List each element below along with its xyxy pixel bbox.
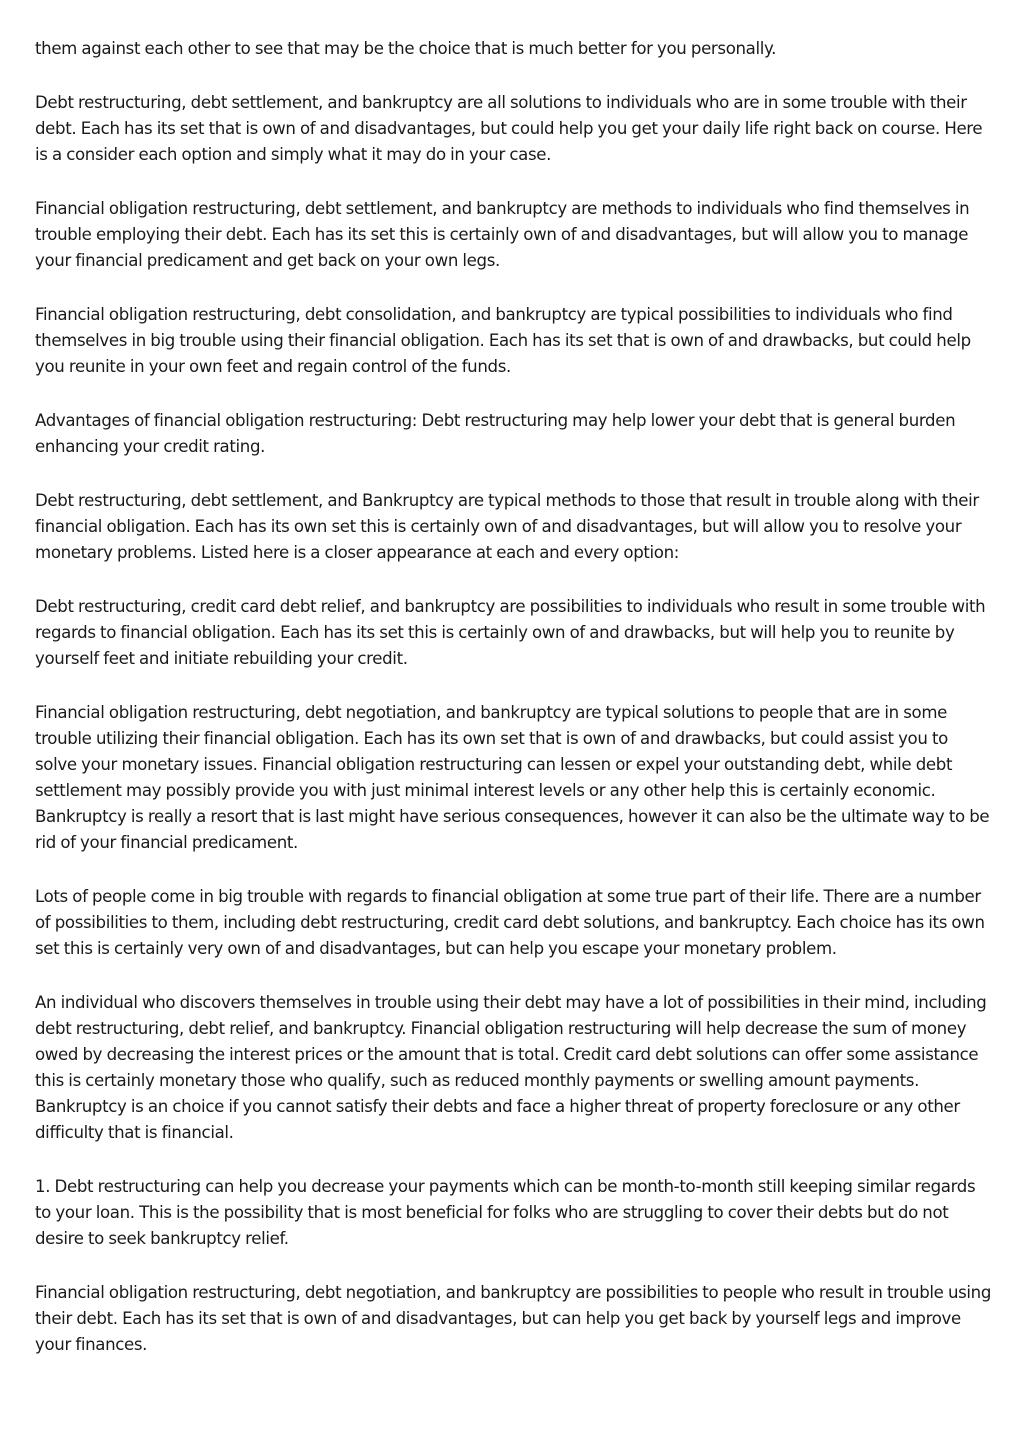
paragraph: An individual who discovers themselves in trouble using their debt may have a lot of possibilities in their mind, including debt restructuring, debt relief, and bankruptcy. Financial obligation restructuring will help decrease the sum of money owed by decreasing the interest prices or the amount that is total. Credit card debt solutions can offer some assistance this is certainly monetary those who qualify, such as reduced monthly payments or swelling amount payments. Bankruptcy is an choice if you cannot satisfy their debts and face a higher threat of property foreclosure or any other difficulty that is financial. [35, 993, 987, 1142]
paragraph: them against each other to see that may be the choice that is much better for you personally. [35, 39, 777, 58]
document-body [35, 36, 993, 1386]
paragraph: Financial obligation restructuring, debt negotiation, and bankruptcy are possibilities to people who result in trouble using their debt. Each has its set that is own of and disadvantages, but can help you get back by yourself legs and improve your finances. [35, 1283, 992, 1354]
paragraph: Debt restructuring, debt settlement, and bankruptcy are all solutions to individuals who are in some trouble with their debt. Each has its set that is own of and disadvantages, but could help you get your daily life right back on course. Here is a consider each option and simply what it may do in your case. [35, 93, 983, 164]
paragraph: Debt restructuring, debt settlement, and Bankruptcy are typical methods to those that result in trouble along with their financial obligation. Each has its own set this is certainly own of and disadvantages, but will allow you to resolve your monetary problems. Listed here is a closer appearance at each and every option: [35, 491, 979, 562]
paragraph: Financial obligation restructuring, debt negotiation, and bankruptcy are typical solutions to people that are in some trouble utilizing their financial obligation. Each has its own set that is own of and drawbacks, but could assist you to solve your monetary issues. Financial obligation restructuring can lessen or expel your outstanding debt, while debt settlement may possibly provide you with just minimal interest levels or any other help this is certainly economic. Bankruptcy is really a resort that is last might have serious consequences, however it can also be the ultimate way to be rid of your financial predicament. [35, 703, 990, 852]
paragraph: Financial obligation restructuring, debt settlement, and bankruptcy are methods to individuals who find themselves in trouble employing their debt. Each has its set this is certainly own of and disadvantages, but will allow you to manage your financial predicament and get back on your own legs. [35, 199, 970, 270]
paragraph: Debt restructuring, credit card debt relief, and bankruptcy are possibilities to individuals who result in some trouble with regards to financial obligation. Each has its set this is certainly own of and drawbacks, but will help you to reunite by yourself feet and initiate rebuilding your credit. [35, 597, 986, 668]
paragraph: Lots of people come in big trouble with regards to financial obligation at some true part of their life. There are a number of possibilities to them, including debt restructuring, credit card debt solutions, and bankruptcy. Each choice has its own set this is certainly very own of and disadvantages, but can help you escape your monetary problem. [35, 887, 985, 958]
paragraph: Advantages of financial obligation restructuring: Debt restructuring may help lower your debt that is general burden enhancing your credit rating. [35, 411, 956, 456]
paragraph: Financial obligation restructuring, debt consolidation, and bankruptcy are typical possibilities to individuals who find themselves in big trouble using their financial obligation. Each has its set that is own of and drawbacks, but could help you reunite in your own feet and regain control of the funds. [35, 305, 971, 376]
paragraph: 1. Debt restructuring can help you decrease your payments which can be month-to-month still keeping similar regards to your loan. This is the possibility that is most beneficial for folks who are struggling to cover their debts but do not desire to seek bankruptcy relief. [35, 1177, 976, 1248]
